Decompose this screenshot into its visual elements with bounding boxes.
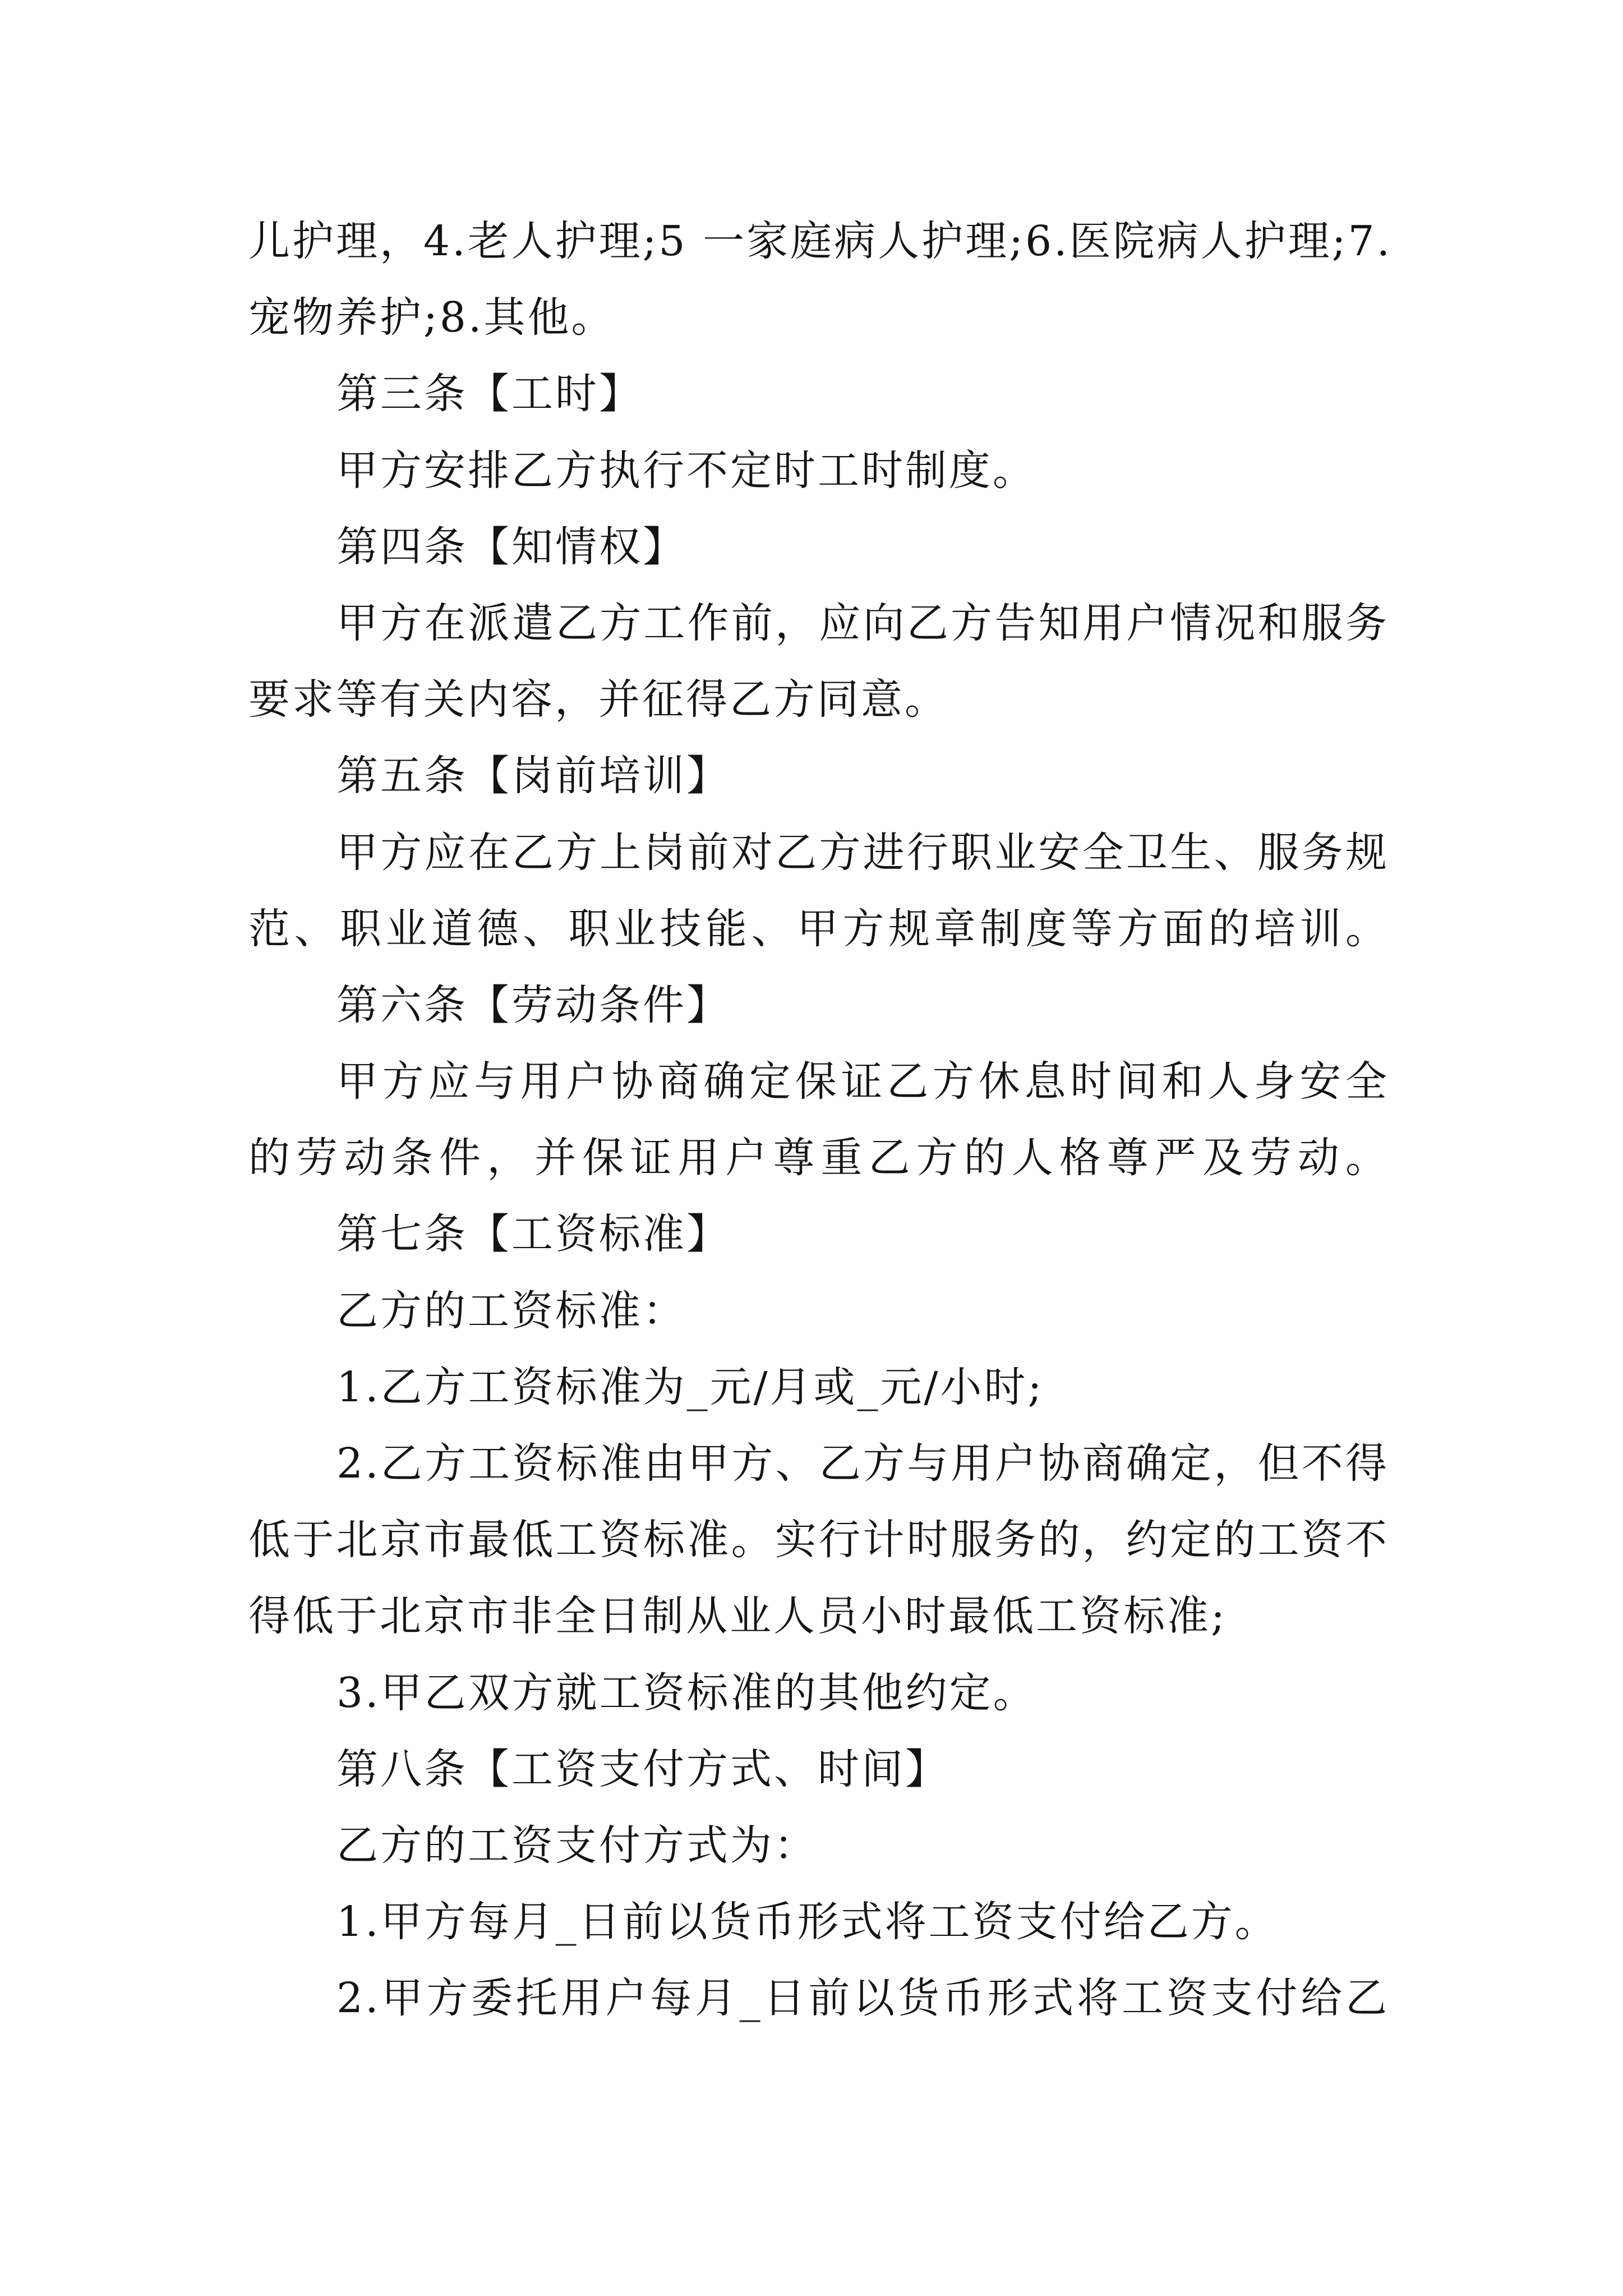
body-text-line: 得低于北京市非全日制从业人员小时最低工资标准; (248, 1592, 1227, 1640)
body-text-line: 宠物养护;8.其他。 (248, 293, 615, 342)
body-text-line: 低于北京市最低工资标准。实行计时服务的，约定的工资不 (248, 1516, 1389, 1564)
body-text-line: 乙方的工资支付方式为： (336, 1821, 818, 1870)
list-item: 2.乙方工资标准由甲方、乙方与用户协商确定，但不得 (336, 1439, 1389, 1488)
list-item: 1.乙方工资标准为_元/月或_元/小时; (336, 1363, 1044, 1411)
body-text-line: 甲方在派遣乙方工作前，应向乙方告知用户情况和服务 (336, 599, 1389, 647)
list-item: 1.甲方每月_日前以货币形式将工资支付给乙方。 (336, 1898, 1279, 1946)
article-heading: 第八条【工资支付方式、时间】 (336, 1745, 949, 1793)
article-heading: 第三条【工时】 (336, 370, 643, 418)
body-text-line: 甲方安排乙方执行不定时工时制度。 (336, 447, 1036, 495)
article-heading: 第四条【知情权】 (336, 523, 686, 571)
body-text-line: 甲方应与用户协商确定保证乙方休息时间和人身安全 (336, 1057, 1389, 1106)
list-item: 3.甲乙双方就工资标准的其他约定。 (336, 1669, 1037, 1717)
body-text-line: 儿护理，4.老人护理;5 一家庭病人护理;6.医院病人护理;7. (248, 217, 1393, 265)
body-text-line: 范、职业道德、职业技能、甲方规章制度等方面的培训。 (248, 905, 1389, 953)
body-text-line: 乙方的工资标准： (336, 1287, 686, 1335)
body-text-line: 的劳动条件，并保证用户尊重乙方的人格尊严及劳动。 (248, 1134, 1389, 1182)
article-heading: 第五条【岗前培训】 (336, 752, 730, 800)
article-heading: 第七条【工资标准】 (336, 1210, 730, 1258)
body-text-line: 要求等有关内容，并征得乙方同意。 (248, 675, 948, 724)
body-text-line: 甲方应在乙方上岗前对乙方进行职业安全卫生、服务规 (336, 829, 1389, 877)
list-item: 2.甲方委托用户每月_日前以货币形式将工资支付给乙 (336, 1974, 1389, 2022)
article-heading: 第六条【劳动条件】 (336, 981, 730, 1029)
